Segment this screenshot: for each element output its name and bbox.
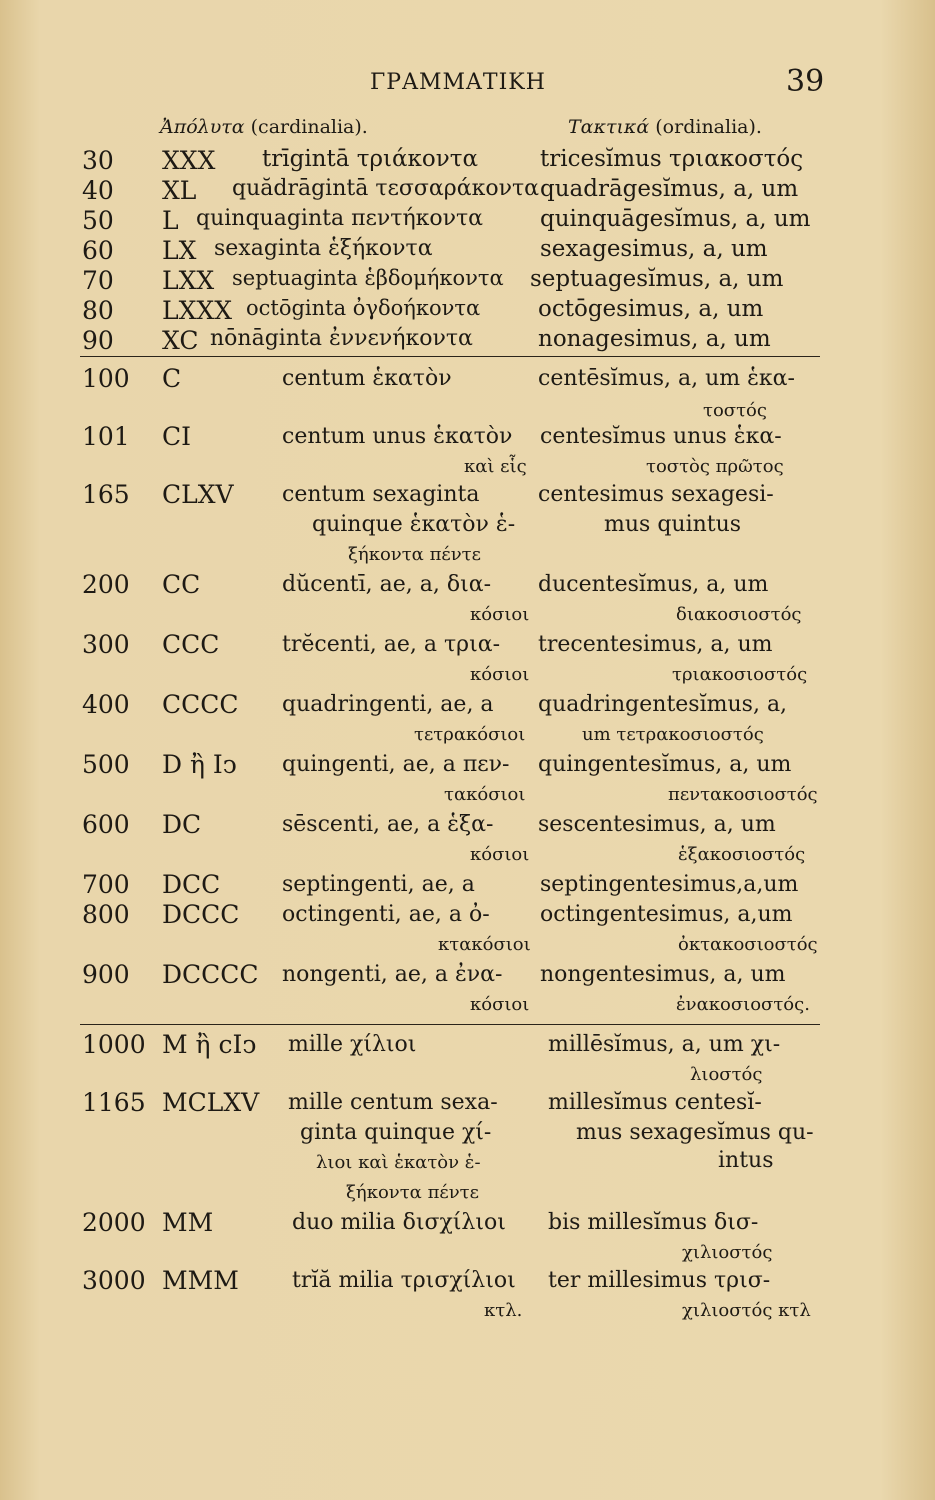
ordinal-text: quadrāgesĭmus, a, um [540,176,799,202]
ordinal-text-cont: διακοσιοστός [676,604,802,625]
ordinal-text: centesimus sexagesi- [538,482,774,507]
cardinal-text: quadringenti, ae, a [282,692,494,717]
cardinal-text: duo milia δισχίλιοι [292,1210,506,1235]
roman-numeral: LXXX [162,296,232,325]
roman-numeral: DCCCC [162,960,259,989]
ordinal-text: tricesĭmus τριακοστός [540,146,804,172]
roman-numeral: CCC [162,630,220,659]
arabic-numeral: 1165 [82,1088,146,1117]
arabic-numeral: 2000 [82,1208,146,1237]
arabic-numeral: 400 [82,690,130,719]
cardinal-text: centum ἑκατὸν [282,366,452,391]
ordinal-text-cont: τριακοσιοστός [672,664,808,685]
cardinal-text: octingenti, ae, a ὀ- [282,902,490,927]
ordinal-text-cont: πεντακοσιοστός [668,784,818,805]
arabic-numeral: 3000 [82,1266,146,1295]
cardinal-text: octōginta ὀγδοήκοντα [246,296,481,320]
cardinal-text: centum unus ἑκατὸν [282,424,513,449]
ordinal-text: sexagesimus, a, um [540,236,768,262]
roman-numeral: C [162,364,182,393]
arabic-numeral: 50 [82,206,114,235]
ordinal-text: centesĭmus unus ἑκα- [540,424,782,449]
cardinal-text-cont: καὶ εἷς [464,456,527,477]
cardinal-text: septuaginta ἑβδομήκοντα [232,266,504,290]
ordinal-text: octingentesimus, a,um [540,902,793,927]
ordinal-text-cont: ἑξακοσιοστός [678,844,806,865]
cardinal-heading-latin: (cardinalia). [250,116,368,138]
cardinal-text-cont: ξήκοντα πέντε [346,1182,479,1203]
roman-numeral: CCCC [162,690,239,719]
roman-numeral: DC [162,810,202,839]
ordinal-text-cont: τοστὸς πρῶτος [646,456,784,477]
arabic-numeral: 30 [82,146,114,175]
ordinal-text: trecentesimus, a, um [538,632,773,657]
cardinal-text: sexaginta ἑξήκοντα [214,236,433,261]
cardinal-text: trĕcenti, ae, a τρια- [282,632,501,657]
roman-numeral: XC [162,326,199,355]
roman-numeral: MM [162,1208,214,1237]
arabic-numeral: 40 [82,176,114,205]
roman-numeral: DCCC [162,900,240,929]
ordinal-text: millesĭmus centesĭ- [548,1090,762,1115]
roman-numeral: CI [162,422,192,451]
cardinal-text-cont: κόσιοι [470,604,530,625]
ordinal-text-cont: ὀκτακοσιοστός [678,934,818,955]
cardinal-text: nōnāginta ἐννενήκοντα [210,326,473,351]
roman-numeral: MMM [162,1266,239,1295]
arabic-numeral: 900 [82,960,130,989]
cardinal-column-heading [160,116,368,138]
ordinal-text-cont: χιλιοστός κτλ [682,1300,811,1321]
roman-numeral: DCC [162,870,221,899]
ordinal-text-cont: χιλιοστός [682,1242,773,1263]
ordinal-text: centēsĭmus, a, um ἑκα- [538,366,795,391]
arabic-numeral: 100 [82,364,130,393]
roman-numeral: CC [162,570,201,599]
arabic-numeral: 60 [82,236,114,265]
arabic-numeral: 200 [82,570,130,599]
roman-numeral: M ἢ cIↄ [162,1030,257,1059]
ordinal-heading-greek: Τακτικά [568,116,650,138]
cardinal-text-cont: τετρακόσιοι [414,724,526,745]
roman-numeral: LXX [162,266,215,295]
roman-numeral: D ἢ Iↄ [162,750,237,779]
cardinal-text-cont: ginta quinque χί- [300,1120,492,1145]
arabic-numeral: 600 [82,810,130,839]
arabic-numeral: 800 [82,900,130,929]
cardinal-text-cont: κόσιοι [470,844,530,865]
ordinal-text: millēsĭmus, a, um χι- [548,1032,781,1057]
ordinal-text: septuagesĭmus, a, um [530,266,784,292]
section-divider [80,356,820,357]
roman-numeral: L [162,206,179,235]
cardinal-text-cont: ξήκοντα πέντε [348,544,481,565]
cardinal-text: dŭcentī, ae, a, δια- [282,572,492,597]
cardinal-heading-greek: Ἀπόλυτα [160,116,245,138]
cardinal-text: mille centum sexa- [288,1090,498,1115]
cardinal-text: trĭă milia τρισχίλιοι [292,1268,516,1293]
arabic-numeral: 165 [82,480,130,509]
cardinal-text-cont: τακόσιοι [444,784,526,805]
ordinal-text: octōgesimus, a, um [538,296,764,322]
roman-numeral: XL [162,176,197,205]
arabic-numeral: 70 [82,266,114,295]
cardinal-text: mille χίλιοι [288,1032,417,1057]
ordinal-column-heading [568,116,762,138]
running-header-title: ΓΡΑΜΜΑΤΙΚΗ [370,70,546,95]
ordinal-text-cont: mus quintus [604,512,742,537]
ordinal-text-cont: λιοστός [690,1064,763,1085]
ordinal-text: ducentesĭmus, a, um [538,572,769,597]
cardinal-text: septingenti, ae, a [282,872,475,897]
cardinal-text: trīgintā τριάκοντα [262,146,479,172]
arabic-numeral: 300 [82,630,130,659]
cardinal-text: nongenti, ae, a ἐνα- [282,962,503,987]
section-divider [80,1024,820,1025]
ordinal-text: ter millesimus τρισ- [548,1268,771,1293]
arabic-numeral: 500 [82,750,130,779]
ordinal-heading-latin: (ordinalia). [655,116,762,138]
cardinal-text-cont: κτακόσιοι [438,934,531,955]
ordinal-text-cont: τοστός [703,400,767,421]
cardinal-text-cont: κόσιοι [470,664,530,685]
ordinal-text: nongentesimus, a, um [540,962,786,987]
ordinal-text: quadringentesĭmus, a, [538,692,788,717]
arabic-numeral: 101 [82,422,130,451]
cardinal-text-cont: κόσιοι [470,994,530,1015]
cardinal-text: sēscenti, ae, a ἑξα- [282,812,494,837]
ordinal-text: quinquāgesĭmus, a, um [540,206,811,232]
roman-numeral: LX [162,236,197,265]
page-number: 39 [786,64,825,99]
cardinal-text: quinquaginta πεντήκοντα [196,206,484,231]
roman-numeral: MCLXV [162,1088,260,1117]
roman-numeral: CLXV [162,480,234,509]
cardinal-text-cont: κτλ. [484,1300,523,1321]
ordinal-text-cont: ἐνακοσιοστός. [676,994,810,1015]
ordinal-text-cont: um τετρακοσιοστός [582,724,764,745]
ordinal-text: sescentesimus, a, um [538,812,776,837]
arabic-numeral: 80 [82,296,114,325]
ordinal-text: quingentesĭmus, a, um [538,752,792,777]
ordinal-text: septingentesimus,a,um [540,872,799,897]
arabic-numeral: 700 [82,870,130,899]
roman-numeral: XXX [162,146,216,175]
ordinal-text-cont: intus [718,1148,774,1173]
arabic-numeral: 90 [82,326,114,355]
cardinal-text-cont: quinque ἑκατὸν ἑ- [312,512,516,537]
ordinal-text-cont: mus sexagesĭmus qu- [576,1120,814,1145]
cardinal-text-cont: λιοι καὶ ἑκατὸν ἑ- [316,1152,481,1173]
cardinal-text: quingenti, ae, a πεν- [282,752,510,777]
ordinal-text: bis millesĭmus δισ- [548,1210,759,1235]
cardinal-text: centum sexaginta [282,482,480,507]
ordinal-text: nonagesimus, a, um [538,326,771,352]
arabic-numeral: 1000 [82,1030,146,1059]
cardinal-text: quădrāgintā τεσσαράκοντα [232,176,539,201]
